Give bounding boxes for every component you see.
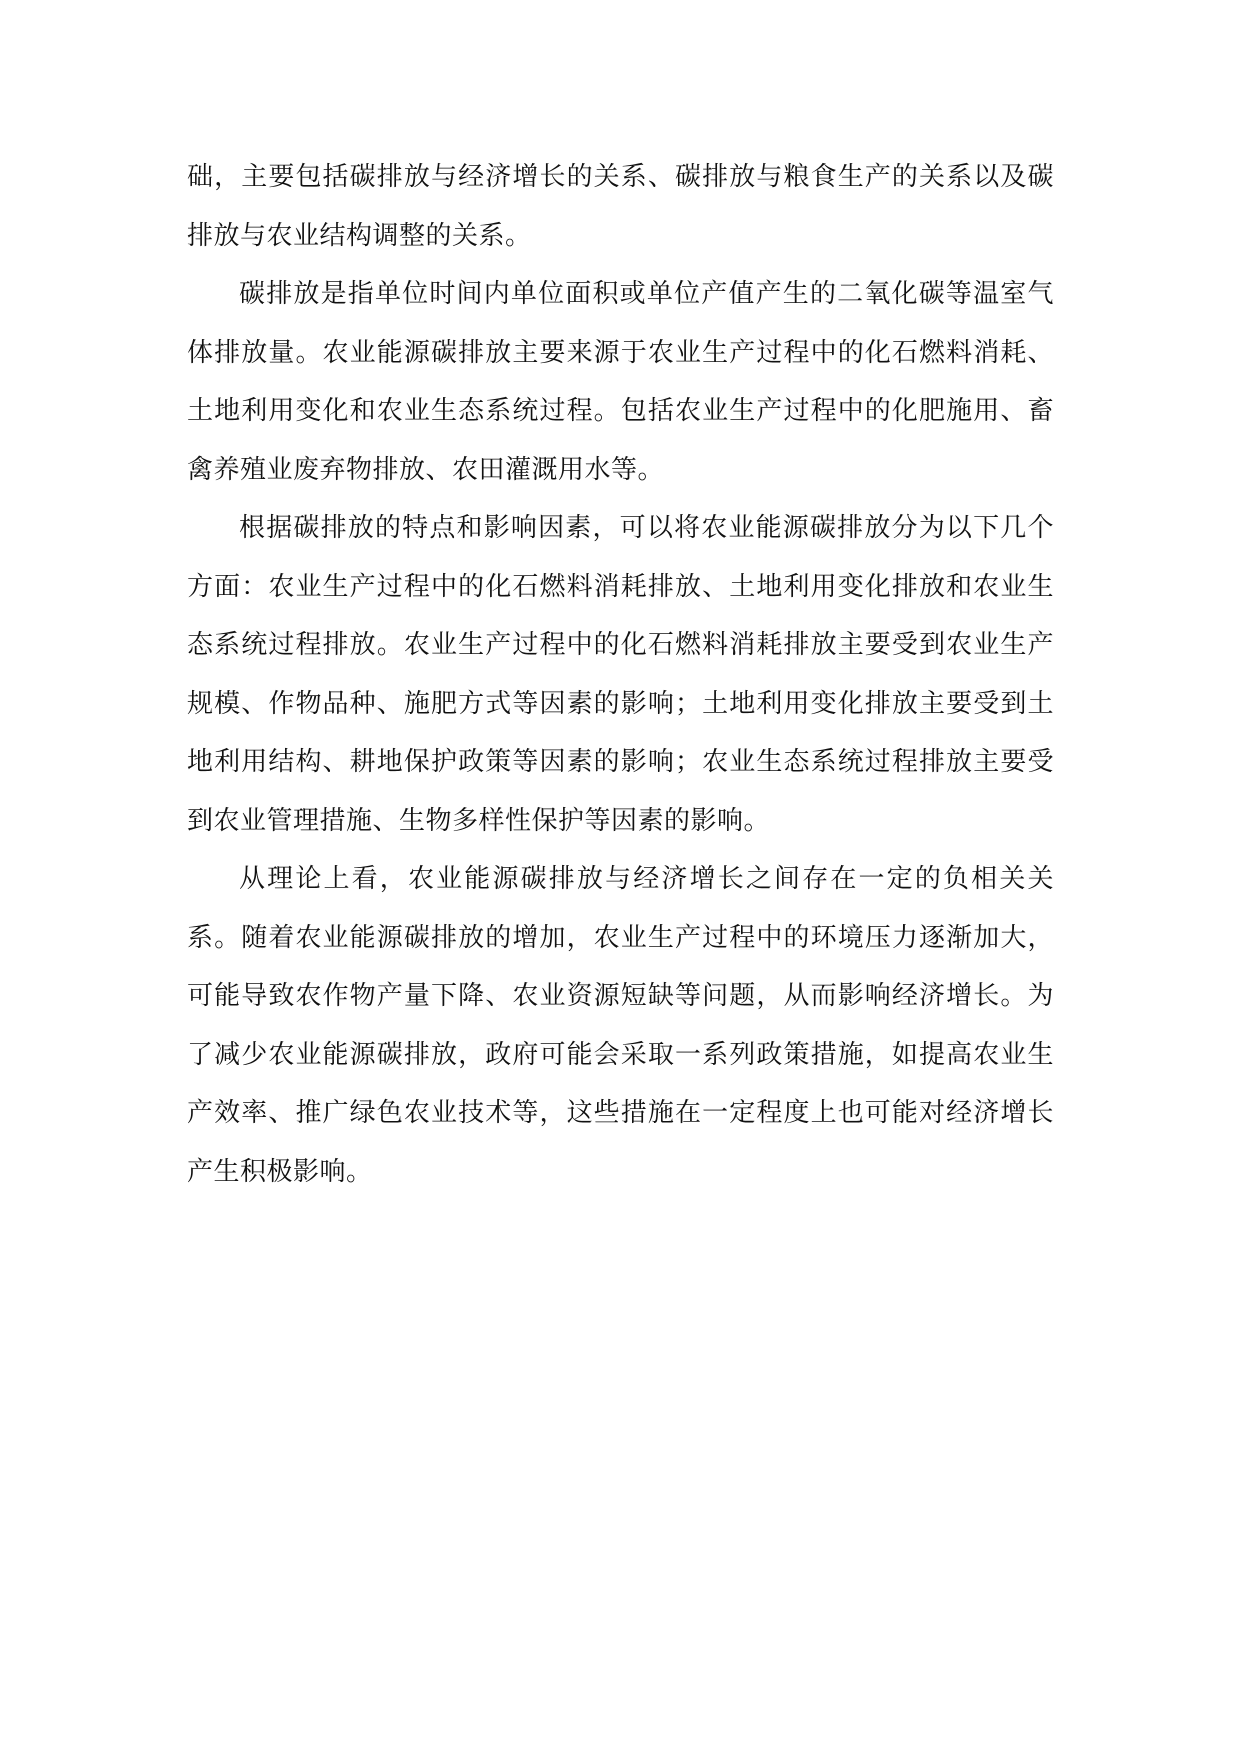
document-body — [187, 148, 1054, 1201]
paragraph-economic-growth-relation: 从理论上看，农业能源碳排放与经济增长之间存在一定的负相关关系。随着农业能源碳排放的增加，农业生产过程中的环境压力逐渐加大，可能导致农作物产量下降、农业资源短缺等问题，从而影响经济增长。为了减少农业能源碳排放，政府可能会采取一系列政策措施，如提高农业生产效率、推广绿色农业技术等，这些措施在一定程度上也可能对经济增长产生积极影响。 — [187, 864, 1054, 1187]
paragraph-continuation: 础，主要包括碳排放与经济增长的关系、碳排放与粮食生产的关系以及碳排放与农业结构调整的关系。 — [187, 162, 1054, 251]
paragraph-emission-categories: 根据碳排放的特点和影响因素，可以将农业能源碳排放分为以下几个方面：农业生产过程中的化石燃料消耗排放、土地利用变化排放和农业生态系统过程排放。农业生产过程中的化石燃料消耗排放主要受到农业生产规模、作物品种、施肥方式等因素的影响；土地利用变化排放主要受到土地利用结构、耕地保护政策等因素的影响；农业生态系统过程排放主要受到农业管理措施、生物多样性保护等因素的影响。 — [187, 513, 1054, 836]
paragraph-carbon-emission-definition: 碳排放是指单位时间内单位面积或单位产值产生的二氧化碳等温室气体排放量。农业能源碳排放主要来源于农业生产过程中的化石燃料消耗、土地利用变化和农业生态系统过程。包括农业生产过程中的化肥施用、畜禽养殖业废弃物排放、农田灌溉用水等。 — [187, 279, 1054, 485]
